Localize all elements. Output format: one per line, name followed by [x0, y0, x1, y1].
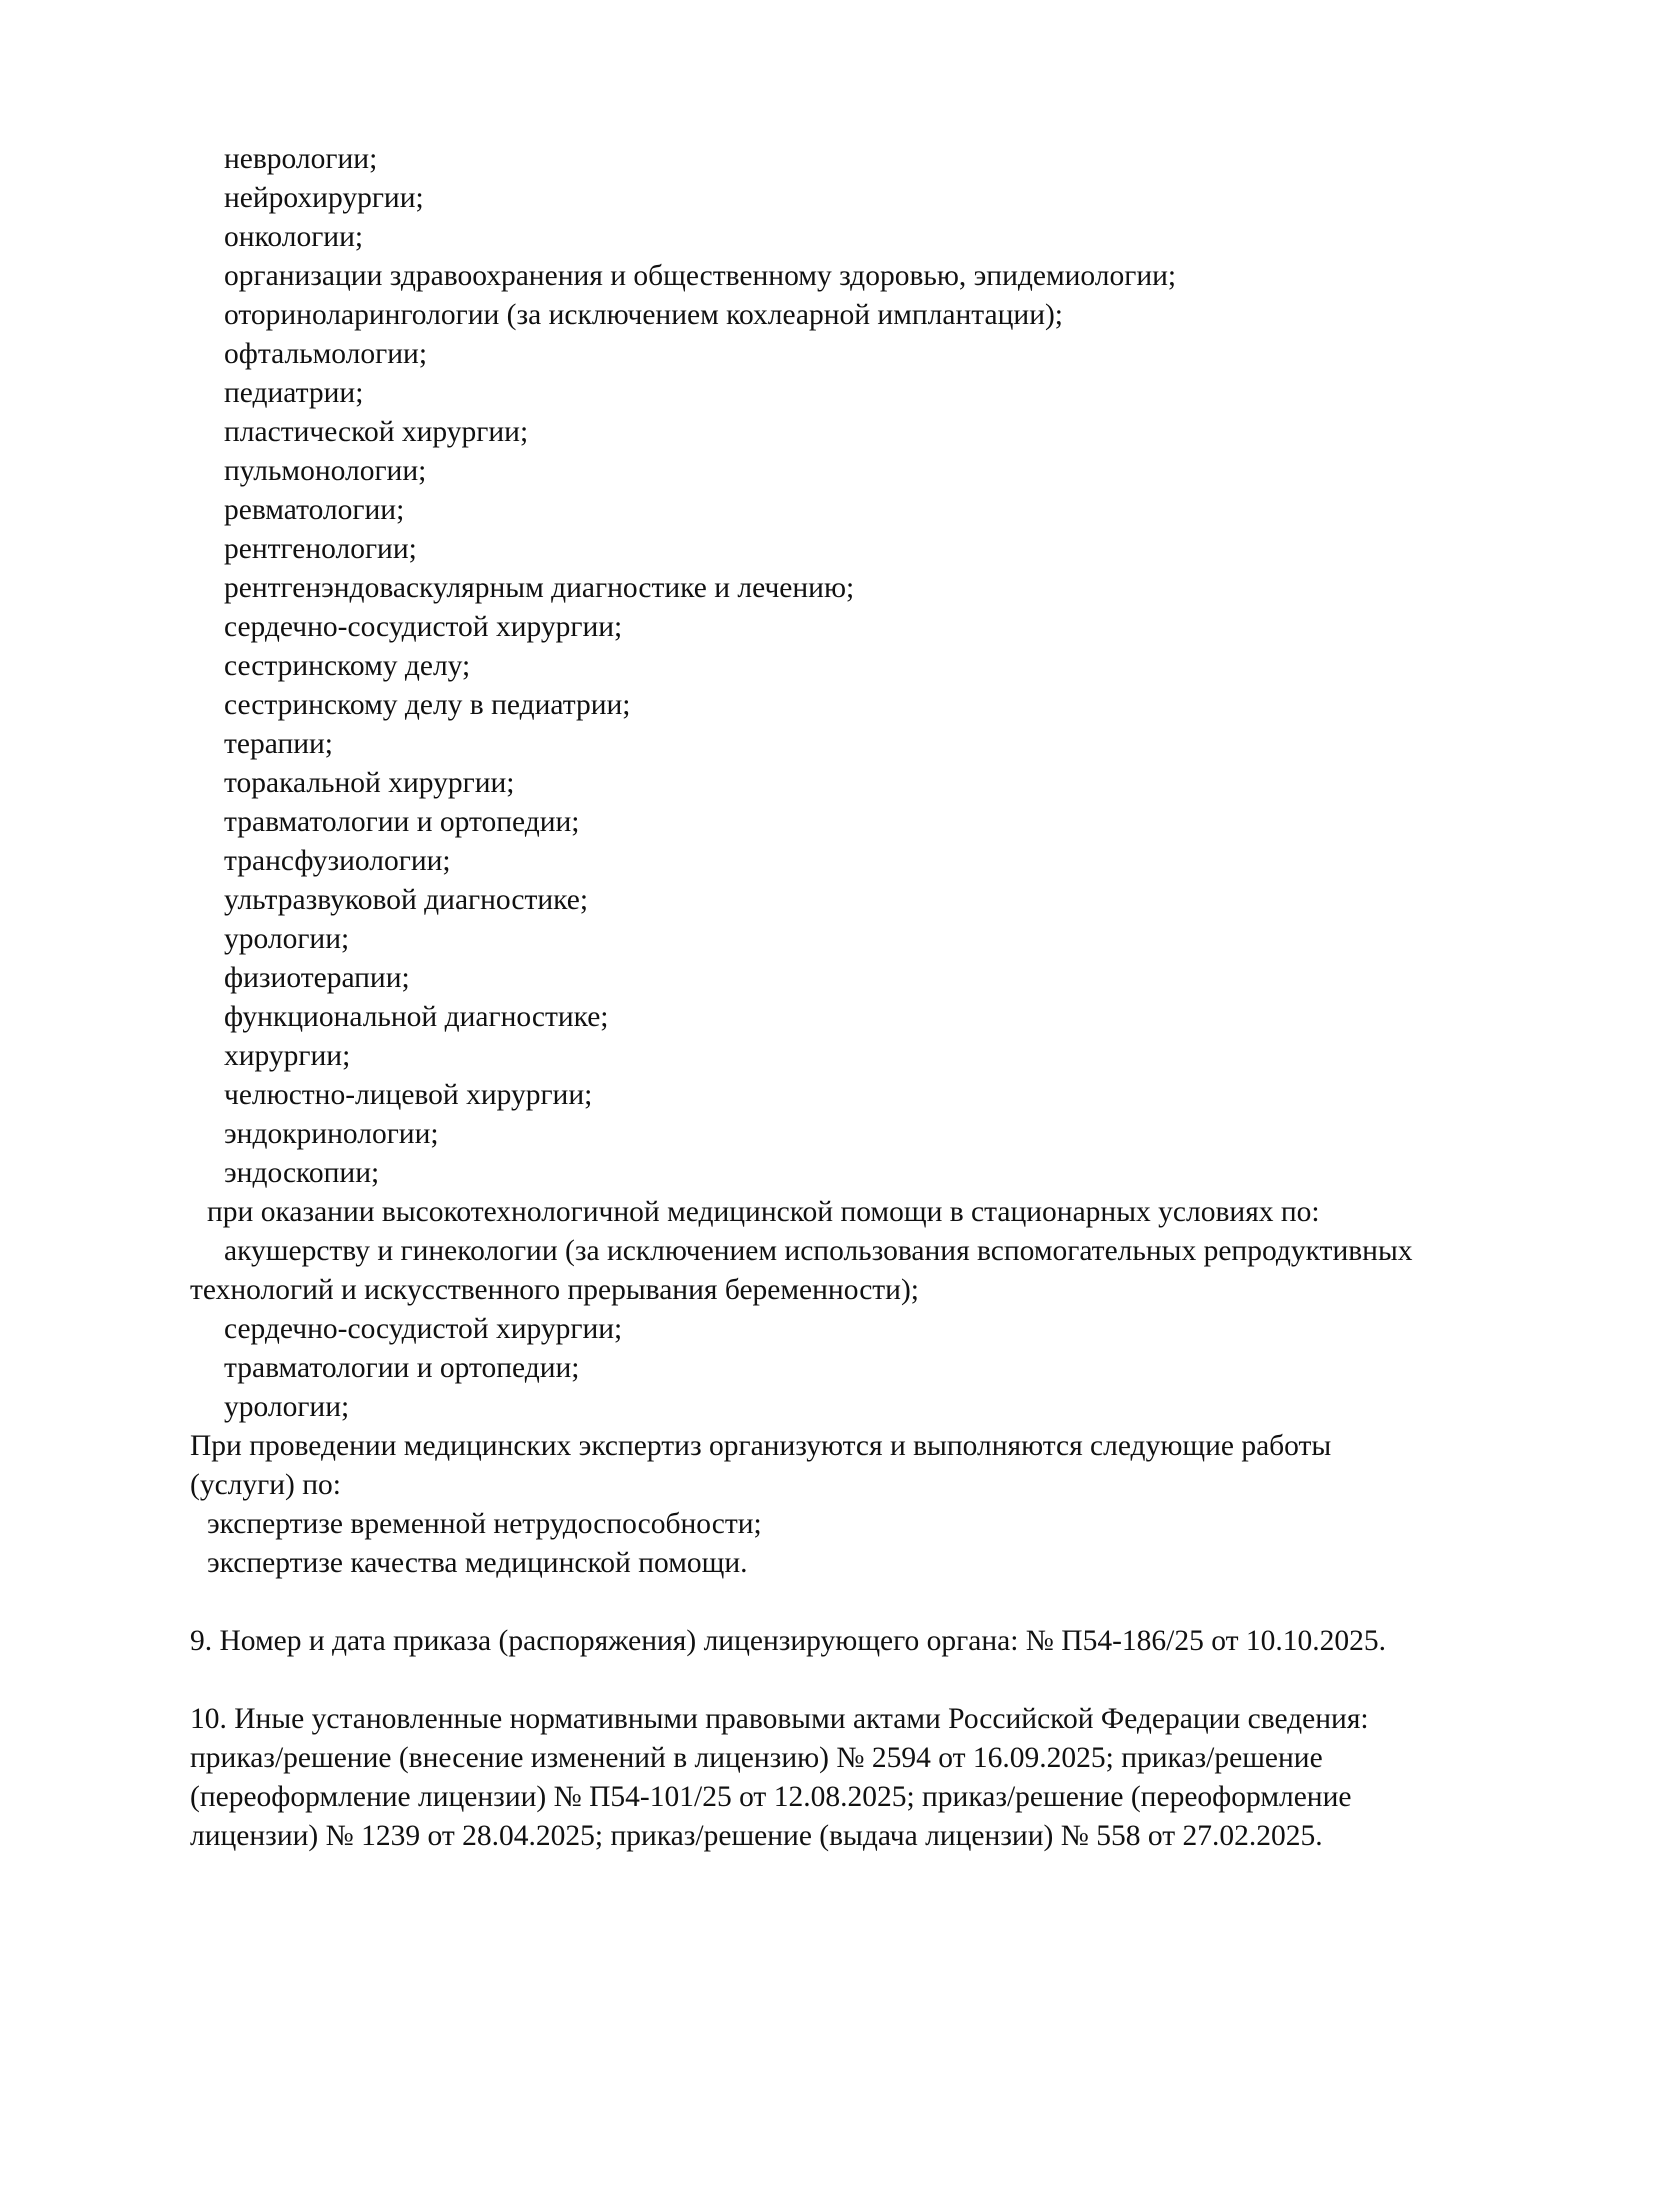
section-9-order-number: 9. Номер и дата приказа (распоряжения) лицензирующего органа: № П54-186/25 от 10.10.2025. [190, 1625, 1387, 1657]
list-item: неврологии; [224, 143, 378, 175]
list-item: физиотерапии; [224, 962, 410, 994]
expertise-heading-continuation: (услуги) по: [190, 1469, 341, 1501]
list-item: травматологии и ортопедии; [224, 1352, 580, 1384]
list-item: рентгенологии; [224, 533, 417, 565]
list-item: сестринскому делу в педиатрии; [224, 689, 631, 721]
list-item: экспертизе временной нетрудоспособности; [207, 1508, 762, 1540]
list-item: сестринскому делу; [224, 650, 471, 682]
list-item: эндокринологии; [224, 1118, 439, 1150]
list-item: педиатрии; [224, 377, 364, 409]
list-item: эндоскопии; [224, 1157, 380, 1189]
section-10-line: (переоформление лицензии) № П54-101/25 от 12.08.2025; приказ/решение (переоформление [190, 1781, 1352, 1813]
list-item: травматологии и ортопедии; [224, 806, 580, 838]
list-item: пульмонологии; [224, 455, 427, 487]
list-item: оториноларингологии (за исключением кохлеарной имплантации); [224, 299, 1064, 331]
list-item: акушерству и гинекологии (за исключением использования вспомогательных репродуктивных [224, 1235, 1413, 1267]
list-item: торакальной хирургии; [224, 767, 515, 799]
list-item: рентгенэндоваскулярным диагностике и лечению; [224, 572, 855, 604]
list-item: урологии; [224, 923, 350, 955]
list-item: ревматологии; [224, 494, 405, 526]
list-item: онкологии; [224, 221, 364, 253]
list-item: хирургии; [224, 1040, 351, 1072]
list-item: нейрохирургии; [224, 182, 424, 214]
section-10-line: лицензии) № 1239 от 28.04.2025; приказ/решение (выдача лицензии) № 558 от 27.02.2025. [190, 1820, 1323, 1852]
section-10-line: приказ/решение (внесение изменений в лицензию) № 2594 от 16.09.2025; приказ/решение [190, 1742, 1323, 1774]
list-item: экспертизе качества медицинской помощи. [207, 1547, 748, 1579]
expertise-heading: При проведении медицинских экспертиз организуются и выполняются следующие работы [190, 1430, 1332, 1462]
list-item: терапии; [224, 728, 333, 760]
section-10-line: 10. Иные установленные нормативными правовыми актами Российской Федерации сведения: [190, 1703, 1369, 1735]
list-item: пластической хирургии; [224, 416, 529, 448]
list-item: трансфузиологии; [224, 845, 451, 877]
list-item: офтальмологии; [224, 338, 428, 370]
list-item: челюстно-лицевой хирургии; [224, 1079, 593, 1111]
list-item: сердечно-сосудистой хирургии; [224, 1313, 623, 1345]
list-item: ультразвуковой диагностике; [224, 884, 589, 916]
list-item: организации здравоохранения и общественному здоровью, эпидемиологии; [224, 260, 1177, 292]
list-item: урологии; [224, 1391, 350, 1423]
list-item-continuation: технологий и искусственного прерывания беременности); [190, 1274, 919, 1306]
high-tech-heading: при оказании высокотехнологичной медицинской помощи в стационарных условиях по: [207, 1196, 1320, 1228]
list-item: функциональной диагностике; [224, 1001, 609, 1033]
list-item: сердечно-сосудистой хирургии; [224, 611, 623, 643]
